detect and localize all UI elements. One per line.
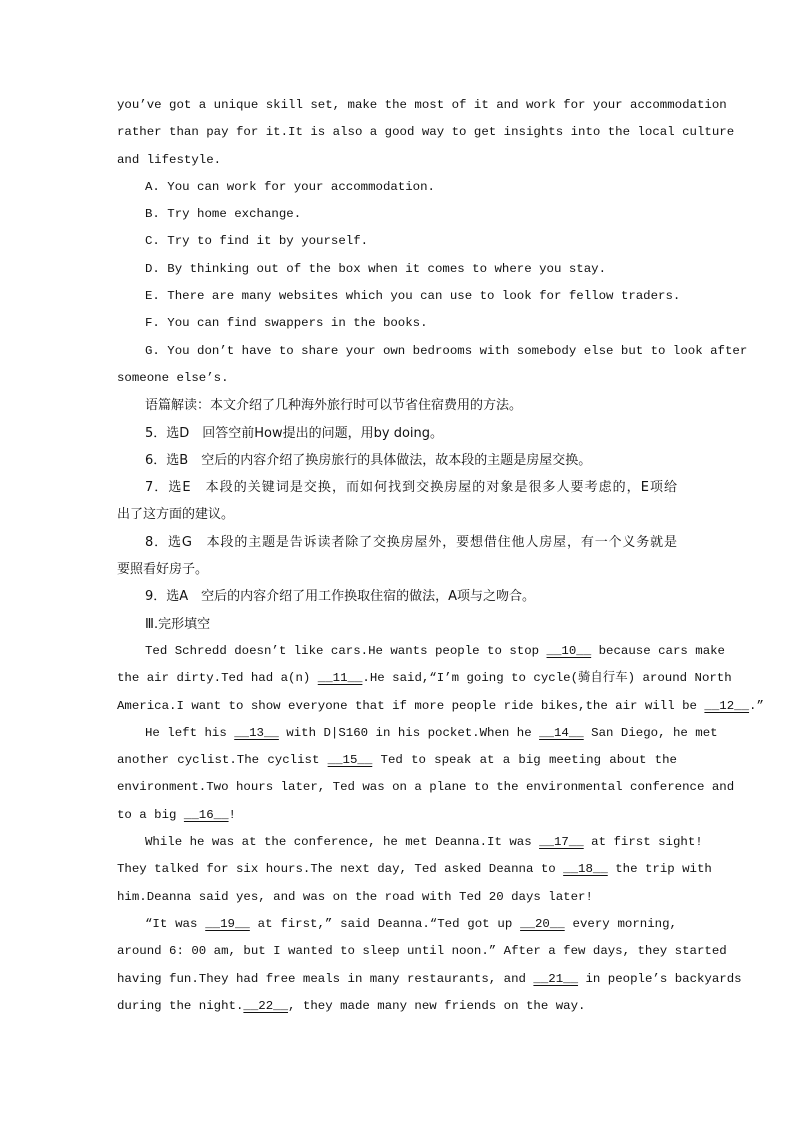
cloze-text: Ted Schredd doesn’t like cars.He wants people to stop: [145, 643, 547, 658]
text-line: and lifestyle.: [117, 152, 222, 167]
cloze-blank-18: __18__: [563, 862, 608, 877]
cloze-text: .He said,“I’m going to cycle(骑自行车) around North: [362, 671, 732, 686]
cloze-line: [117, 856, 712, 883]
cloze-blank-10: __10__: [546, 643, 592, 658]
cloze-line: [117, 638, 725, 665]
cloze-text: in people’s backyards: [578, 971, 742, 986]
document-page: [117, 92, 764, 1020]
text-line: rather than pay for it.It is also a good way to get insights into the local culture: [117, 125, 735, 140]
cloze-line: [117, 693, 764, 720]
text-line: you’ve got a unique skill set, make the most of it and work for your accommodation: [117, 98, 727, 112]
cloze-text: at first,” said Deanna.“Ted got up: [249, 916, 521, 931]
cloze-text: San Diego, he met: [583, 725, 718, 740]
cloze-blank-20: __20__: [520, 916, 565, 931]
option-g: G. You don’t have to share your own bedrooms with somebody else but to look after: [145, 343, 748, 358]
analysis-item-7-continued: 出了这方面的建议。: [117, 507, 235, 523]
cloze-line: [117, 665, 732, 692]
cloze-text: during the night.: [117, 998, 244, 1013]
cloze-line: [117, 993, 677, 1020]
analysis-summary: 语篇解读：本文介绍了几种海外旅行时可以节省住宿费用的方法。: [145, 398, 523, 414]
analysis-item-8: 8．选G 本段的主题是告诉读者除了交换房屋外，要想借住他人房屋，有一个义务就是: [145, 534, 677, 550]
option-e: E. There are many websites which you can use to look for fellow traders.: [145, 289, 681, 304]
cloze-blank-21: __21__: [533, 971, 579, 986]
cloze-text: They talked for six hours.The next day, Ted asked Deanna to: [117, 862, 564, 877]
cloze-text: “It was: [145, 916, 206, 931]
cloze-blank-17: __17__: [539, 835, 584, 850]
cloze-line: [117, 802, 677, 829]
cloze-text: .”: [749, 698, 764, 713]
answer-analysis: [117, 392, 677, 610]
cloze-text: , they made many new friends on the way.: [288, 998, 586, 1013]
option-f: F. You can find swappers in the books.: [145, 316, 428, 331]
cloze-blank-13: __13__: [234, 725, 279, 740]
cloze-text: with D|S160 in his pocket.When he: [278, 725, 540, 740]
option-c: C. Try to find it by yourself.: [145, 234, 369, 249]
section-title: Ⅲ.完形填空: [145, 616, 211, 632]
cloze-text: He left his: [145, 725, 235, 740]
cloze-text: another cyclist.The cyclist: [117, 753, 328, 768]
cloze-line: [117, 720, 718, 747]
analysis-item-8-continued: 要照看好房子。: [117, 562, 209, 578]
cloze-text: While he was at the conference, he met Deanna.It was: [145, 835, 540, 850]
cloze-line: [117, 747, 677, 774]
cloze-text: the trip with: [607, 862, 712, 877]
cloze-text: the air dirty.Ted had a(n): [117, 671, 318, 686]
option-a: A. You can work for your accommodation.: [145, 179, 435, 194]
cloze-blank-15: __15__: [327, 753, 373, 768]
options-list: [117, 174, 748, 392]
cloze-passage: [117, 638, 764, 1020]
cloze-blank-14: __14__: [539, 725, 584, 740]
cloze-line: [117, 966, 742, 993]
analysis-item-6: 6．选B 空后的内容介绍了换房旅行的具体做法，故本段的主题是房屋交换。: [145, 452, 592, 468]
cloze-blank-11: __11__: [317, 671, 363, 686]
cloze-line: [117, 829, 703, 856]
cloze-text: to a big: [117, 807, 184, 822]
analysis-item-5: 5．选D 回答空前How提出的问题，用by doing。: [145, 425, 444, 441]
cloze-blank-12: __12__: [704, 698, 750, 713]
cloze-text: every morning,: [564, 916, 677, 931]
analysis-item-9: 9．选A 空后的内容介绍了用工作换取住宿的做法，A项与之吻合。: [145, 589, 536, 605]
cloze-line: around 6: 00 am, but I wanted to sleep until noon.” After a few days, they started: [117, 944, 727, 959]
cloze-text: having fun.They had free meals in many restaurants, and: [117, 971, 534, 986]
cloze-text: Ted to speak at a big meeting about the: [372, 753, 677, 768]
cloze-text: America.I want to show everyone that if more people ride bikes,the air will be: [117, 698, 705, 713]
cloze-blank-19: __19__: [205, 916, 250, 931]
option-b: B. Try home exchange.: [145, 207, 302, 222]
cloze-blank-16: __16__: [183, 807, 229, 822]
cloze-blank-22: __22__: [243, 998, 289, 1013]
cloze-line: environment.Two hours later, Ted was on a plane to the environmental conference and: [117, 780, 735, 795]
option-d: D. By thinking out of the box when it comes to where you stay.: [145, 261, 607, 276]
cloze-text: !: [228, 807, 236, 822]
option-g-continued: someone else’s.: [117, 370, 229, 385]
cloze-text: because cars make: [591, 643, 725, 658]
cloze-text: at first sight!: [583, 835, 703, 850]
analysis-item-7: 7．选E 本段的关键词是交换，而如何找到交换房屋的对象是很多人要考虑的，E项给: [145, 480, 677, 496]
passage-tail: [117, 92, 735, 174]
cloze-line: him.Deanna said yes, and was on the road with Ted 20 days later!: [117, 889, 593, 904]
cloze-line: [117, 911, 677, 938]
